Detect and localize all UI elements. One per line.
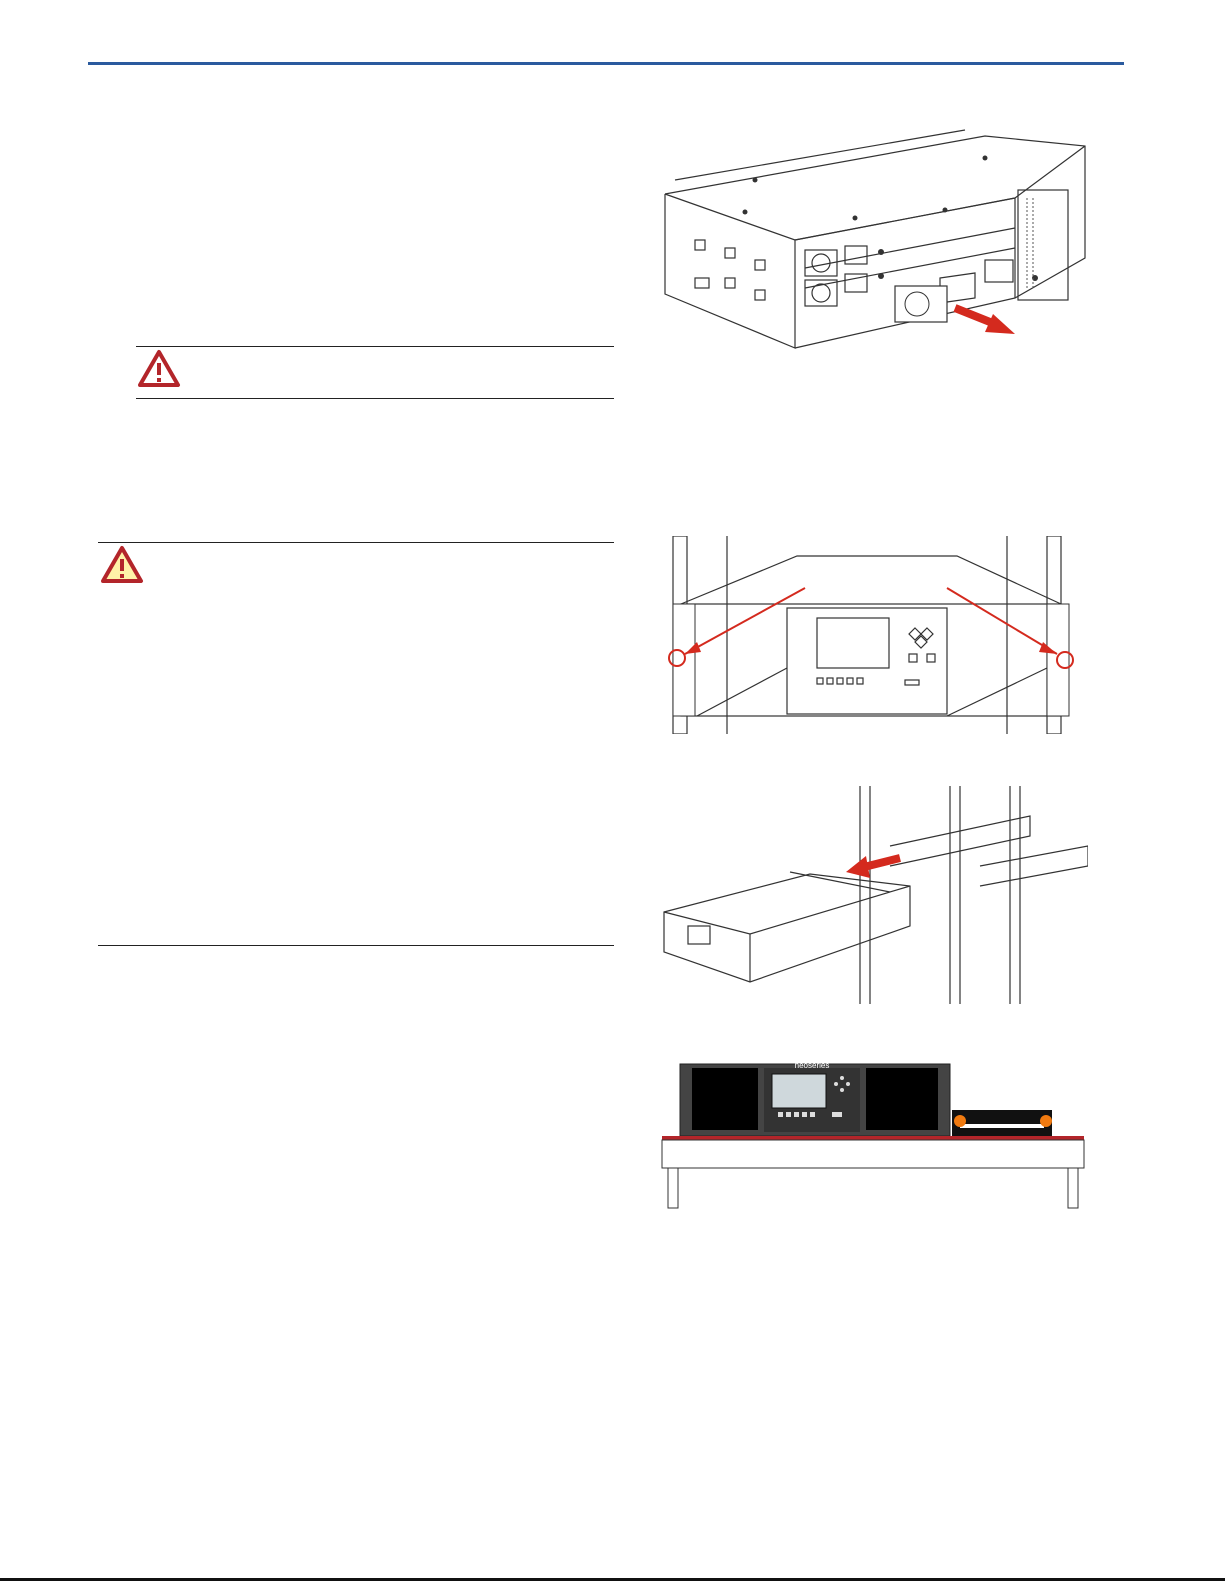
caution-top-rule: [136, 346, 614, 347]
rack-slide-figure: [660, 786, 1088, 1004]
warning-bottom-rule: [98, 945, 614, 946]
warning-triangle-icon: [137, 349, 181, 389]
warning-triangle-icon: [100, 545, 144, 585]
library-on-table-illustration: [660, 1058, 1086, 1210]
library-on-table-figure: [660, 1058, 1086, 1210]
power-supply-removal-illustration: [655, 128, 1087, 354]
caution-bottom-rule: [136, 398, 614, 399]
brand-label: neoseries: [794, 1061, 830, 1070]
footer-rule: [0, 1578, 1225, 1581]
front-rack-figure: [657, 536, 1077, 734]
header-rule: [88, 62, 1124, 65]
front-screw-callout-illustration: [657, 536, 1077, 734]
library-slide-out-illustration: [660, 786, 1088, 1004]
warning-top-rule: [98, 542, 614, 543]
rear-view-figure: [655, 128, 1087, 354]
